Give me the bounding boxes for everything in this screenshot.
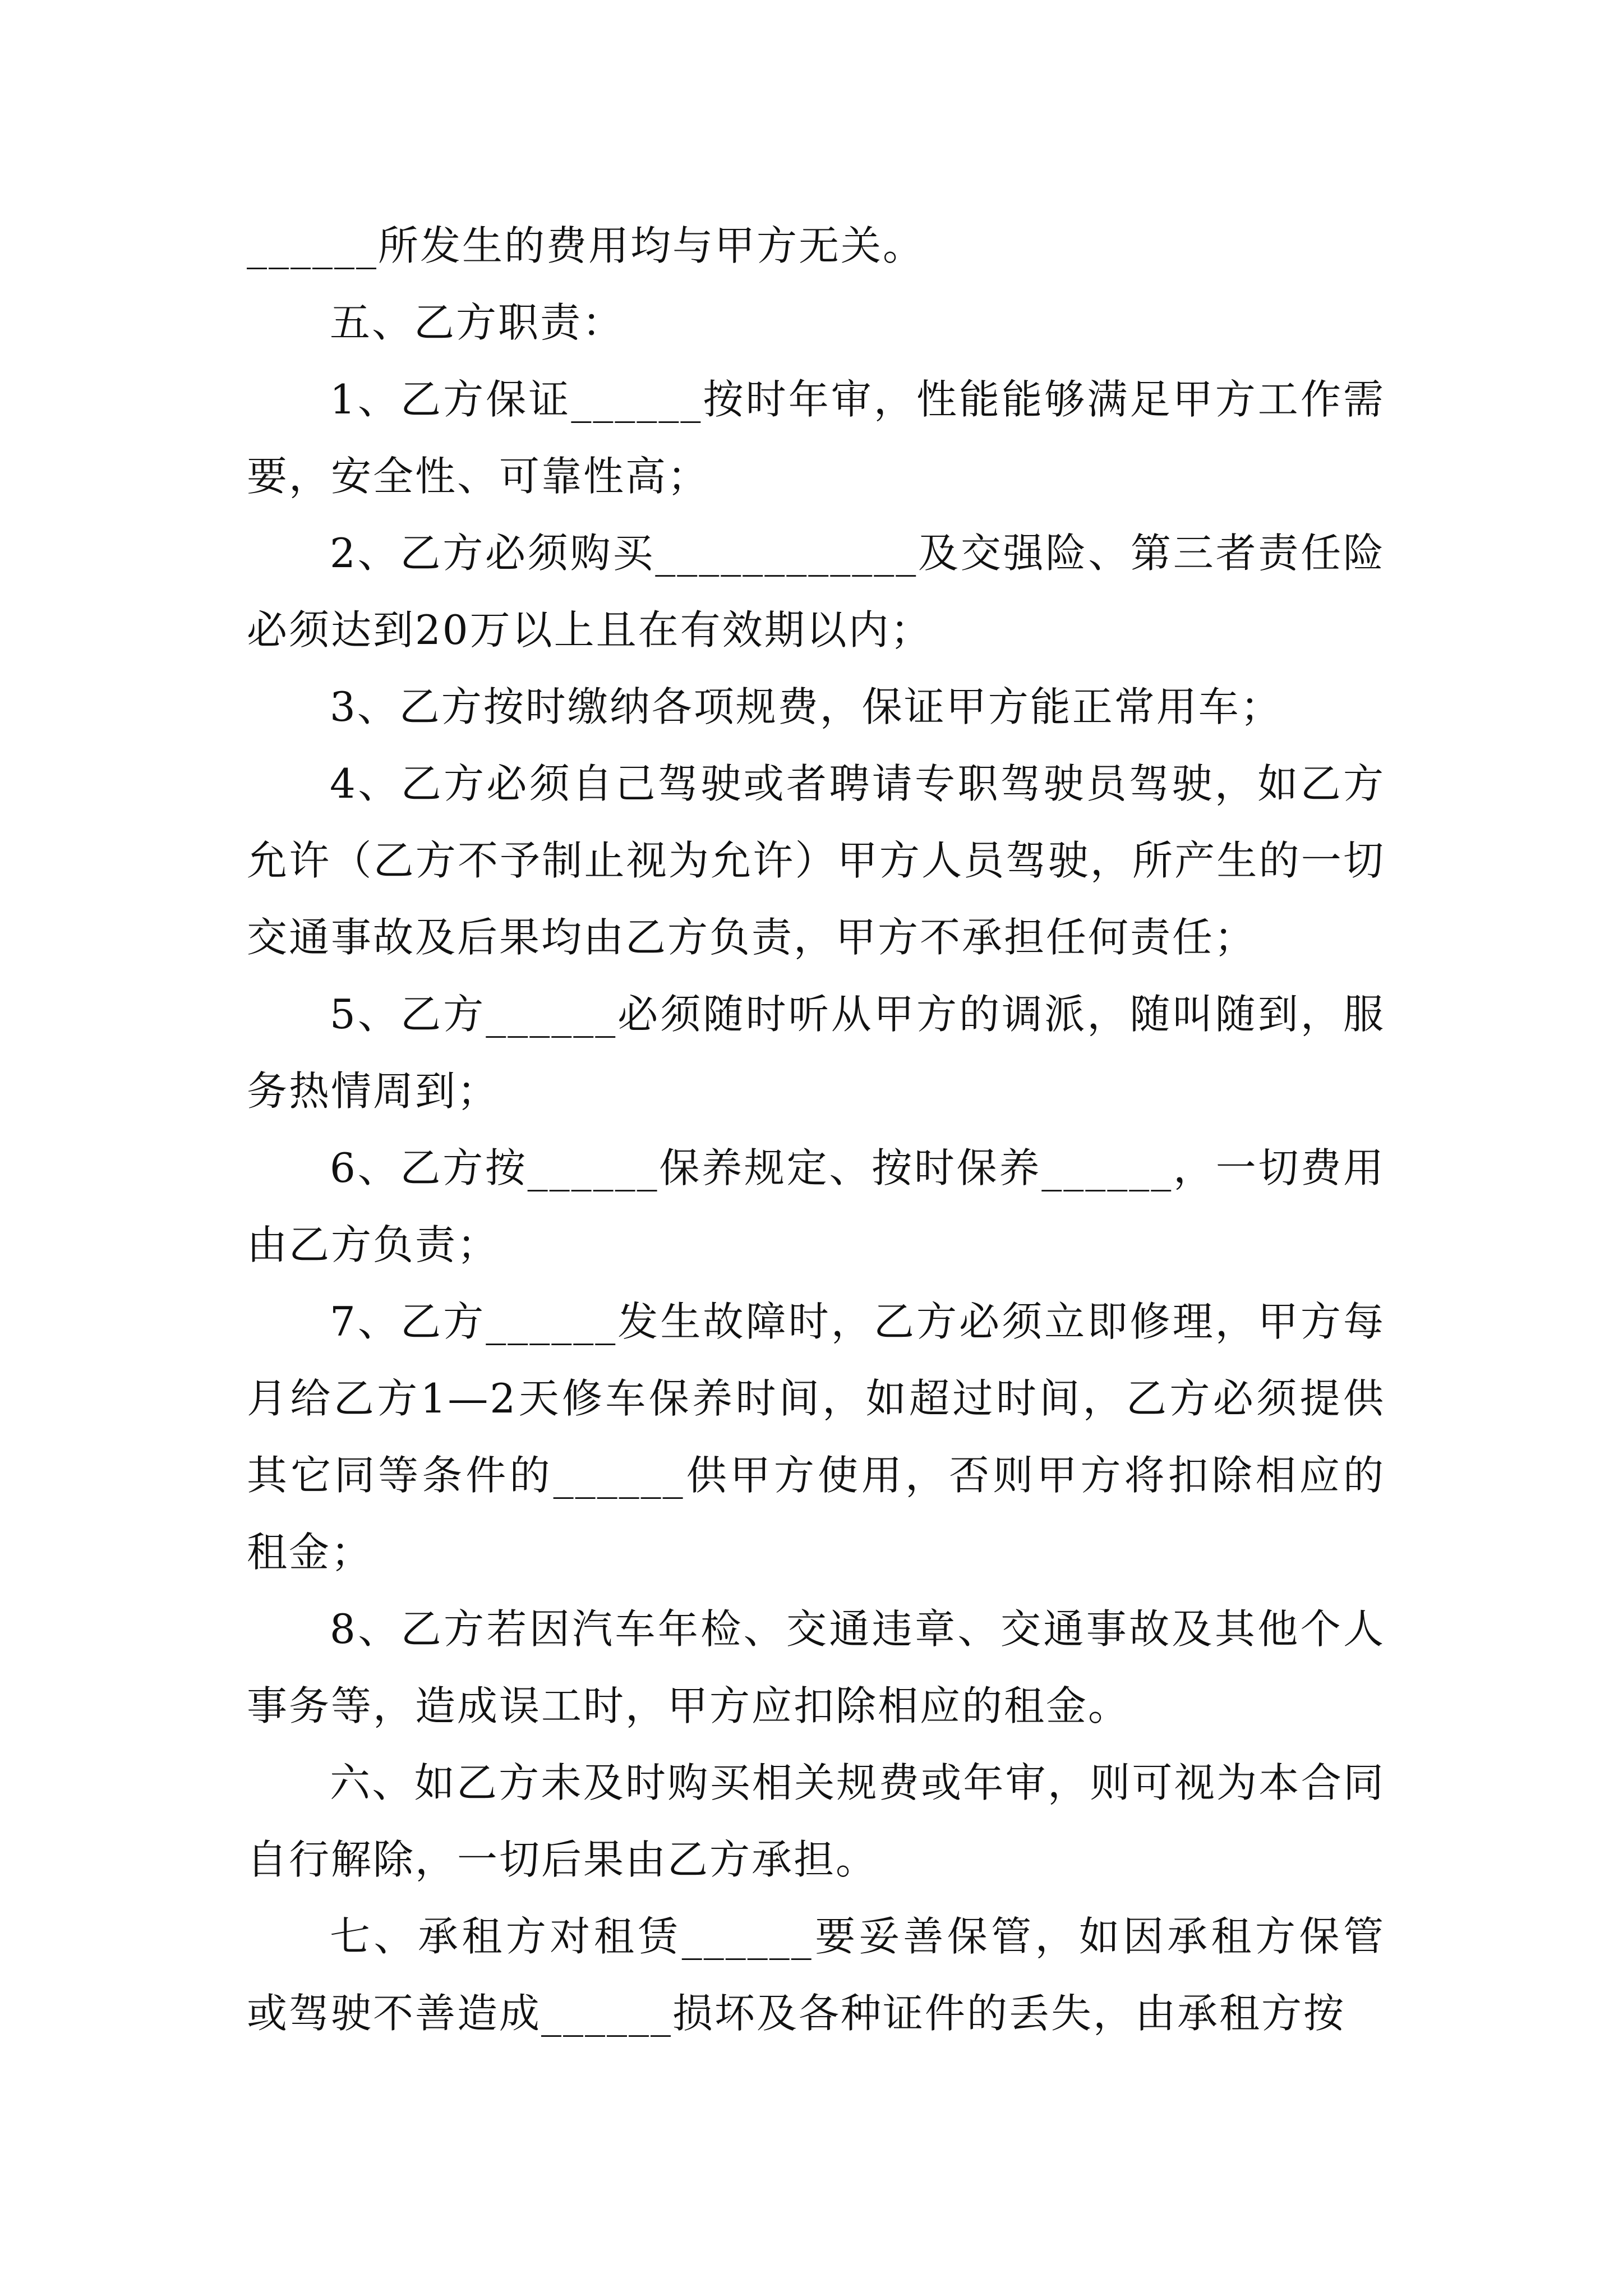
- clause-5: 5、乙方______必须随时听从甲方的调派，随叫随到，服务热情周到；: [247, 991, 1385, 1115]
- clause-7: 7、乙方______发生故障时，乙方必须立即修理，甲方每月给乙方1—2天修车保养时间，如超过时间，乙方必须提供其它同等条件的______供甲方使用，否则甲方将扣除相应的租金；: [247, 1298, 1385, 1576]
- clause-1: 1、乙方保证______按时年审，性能能够满足甲方工作需要，安全性、可靠性高；: [247, 376, 1385, 500]
- paragraph-fee-clause: ______所发生的费用均与甲方无关。: [247, 222, 925, 269]
- clause-6: 6、乙方按______保养规定、按时保养______，一切费用由乙方负责；: [247, 1144, 1385, 1268]
- section-7: 七、承租方对租赁______要妥善保管，如因承租方保管或驾驶不善造成______损坏及各种证件的丢失，由承租方按: [247, 1913, 1385, 2037]
- section-6: 六、如乙方未及时购买相关规费或年审，则可视为本合同自行解除，一切后果由乙方承担。: [247, 1759, 1385, 1883]
- clause-4: 4、乙方必须自己驾驶或者聘请专职驾驶员驾驶，如乙方允许（乙方不予制止视为允许）甲方人员驾驶，所产生的一切交通事故及后果均由乙方负责，甲方不承担任何责任；: [247, 760, 1385, 961]
- clause-3: 3、乙方按时缴纳各项规费，保证甲方能正常用车；: [330, 683, 1283, 730]
- document-page: [247, 208, 1385, 2052]
- clause-2: 2、乙方必须购买____________及交强险、第三者责任险必须达到20万以上且在有效期以内；: [247, 530, 1385, 654]
- heading-party-b-duties: 五、乙方职责：: [330, 299, 625, 346]
- clause-8: 8、乙方若因汽车年检、交通违章、交通事故及其他个人事务等，造成误工时，甲方应扣除相应的租金。: [247, 1605, 1385, 1729]
